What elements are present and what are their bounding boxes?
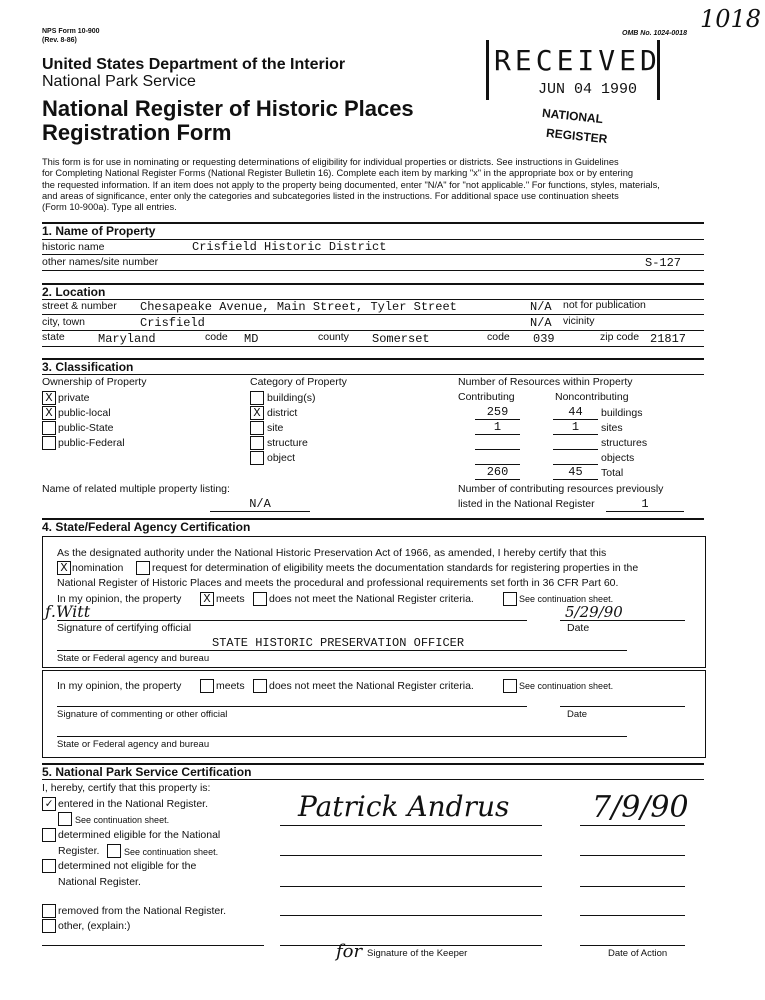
street-value: Chesapeake Avenue, Main Street, Tyler Street <box>140 300 457 314</box>
certifying-date: 5/29/90 <box>565 603 623 621</box>
category-checkbox[interactable]: X <box>250 406 264 420</box>
category-label: structure <box>267 437 308 449</box>
date-of-action-label: Date of Action <box>608 948 668 959</box>
ownership-checkbox[interactable] <box>42 436 56 450</box>
handwritten-number: 1018 <box>700 5 762 33</box>
meets-checkbox[interactable]: X <box>200 592 214 606</box>
entered-label: entered in the National Register. <box>58 798 209 810</box>
commenting-date-label: Date <box>567 709 588 720</box>
request-checkbox[interactable] <box>136 561 150 575</box>
category-checkbox[interactable] <box>250 451 264 465</box>
cert-text-2: request for determination of eligibility meets the documentation standards for registering properties in the <box>152 562 639 574</box>
section-5-title: 5. National Park Service Certification <box>42 765 252 779</box>
category-checkbox[interactable] <box>250 391 264 405</box>
noncontributing-count: 1 <box>553 421 598 435</box>
signature-label: Signature of certifying official <box>57 622 192 634</box>
service: National Park Service <box>42 73 196 90</box>
resources-title: Number of Resources within Property <box>458 376 633 388</box>
vicinity-na: N/A <box>530 316 552 330</box>
eligible-label-2: Register. <box>58 845 100 857</box>
contributing-count: 260 <box>475 466 520 480</box>
does-not-meet-checkbox[interactable] <box>253 592 267 606</box>
contributing-count: 259 <box>475 406 520 420</box>
not-eligible-label: determined not eligible for the <box>58 860 197 872</box>
certifying-signature: ƒ.Witt <box>45 602 91 621</box>
entered-continuation-label: See continuation sheet. <box>75 815 170 825</box>
opinion-text: In my opinion, the property <box>57 593 182 605</box>
stamp-received: RECEIVED <box>494 44 661 77</box>
eligible-checkbox[interactable] <box>42 828 56 842</box>
category-label: object <box>267 452 296 464</box>
commenting-signature-label: Signature of commenting or other official <box>57 709 228 720</box>
meets-label: meets <box>216 593 245 605</box>
historic-name-label: historic name <box>42 241 105 253</box>
other-names-label: other names/site number <box>42 256 159 268</box>
other-label: other, (explain:) <box>58 920 131 932</box>
omb-number: OMB No. 1024-0018 <box>622 30 687 37</box>
continuation-checkbox[interactable] <box>503 592 517 606</box>
stamp-date: JUN 04 1990 <box>538 81 638 98</box>
resource-type-label: structures <box>601 437 648 449</box>
stamp-register: REGISTER <box>545 125 608 147</box>
ownership-label: public-State <box>58 422 114 434</box>
continuation2-checkbox[interactable] <box>503 679 517 693</box>
commenting-agency-label: State or Federal agency and bureau <box>57 739 210 750</box>
section-3-title: 3. Classification <box>42 360 134 374</box>
not-eligible-checkbox[interactable] <box>42 859 56 873</box>
date-label: Date <box>567 622 590 634</box>
ownership-label: public-local <box>58 407 111 419</box>
resource-type-label: Total <box>601 467 624 479</box>
other-checkbox[interactable] <box>42 919 56 933</box>
vicinity-label: vicinity <box>563 315 595 327</box>
previously-listed-value: 1 <box>606 497 684 512</box>
form-number: NPS Form 10-900 <box>42 28 100 35</box>
county-label: county <box>318 331 349 343</box>
county-code-value: 039 <box>533 332 555 346</box>
instructions <box>42 157 660 213</box>
eligible-continuation-checkbox[interactable] <box>107 844 121 858</box>
noncontributing-count <box>553 436 598 450</box>
zip-value: 21817 <box>650 332 687 346</box>
does-not-meet2-label: does not meet the National Register criteria. <box>269 680 474 692</box>
county-code-label: code <box>487 331 510 343</box>
historic-name-value: Crisfield Historic District <box>192 240 387 254</box>
site-number-value: S-127 <box>645 256 682 270</box>
meets2-label: meets <box>216 680 245 692</box>
meets2-checkbox[interactable] <box>200 679 214 693</box>
category-label: district <box>267 407 298 419</box>
removed-checkbox[interactable] <box>42 904 56 918</box>
continuation-label: See continuation sheet. <box>519 594 614 604</box>
state-label: state <box>42 331 65 343</box>
ownership-label: private <box>58 392 90 404</box>
nomination-label: nomination <box>72 562 124 574</box>
agency-value: STATE HISTORIC PRESERVATION OFFICER <box>212 636 465 650</box>
continuation2-label: See continuation sheet. <box>519 681 614 691</box>
page-subtitle: Registration Form <box>42 120 232 145</box>
nomination-checkbox[interactable]: X <box>57 561 71 575</box>
category-label: building(s) <box>267 392 316 404</box>
noncontributing-count: 44 <box>553 406 598 420</box>
noncontributing-count: 45 <box>553 466 598 480</box>
ownership-checkbox[interactable]: X <box>42 406 56 420</box>
resource-type-label: sites <box>601 422 623 434</box>
county-value: Somerset <box>372 332 430 346</box>
city-label: city, town <box>42 316 85 328</box>
cert-text-1: As the designated authority under the National Historic Preservation Act of 1966, as amended, I hereby certify that this <box>57 547 607 559</box>
noncontributing-count <box>553 451 598 465</box>
not-for-publication-label: not for publication <box>563 299 646 311</box>
ownership-title: Ownership of Property <box>42 376 147 388</box>
related-listing-value: N/A <box>210 497 310 512</box>
state-value: Maryland <box>98 332 156 346</box>
previously-listed-label-2: listed in the National Register <box>458 498 595 510</box>
removed-label: removed from the National Register. <box>58 905 227 917</box>
instructions-line: (Form 10-900a). Type all entries. <box>42 202 177 213</box>
contributing-count <box>475 436 520 450</box>
resource-type-label: buildings <box>601 407 643 419</box>
cert-text-3: National Register of Historic Places and meets the procedural and professional requirements set forth in 36 CFR Part 60. <box>57 577 619 589</box>
previously-listed-label: Number of contributing resources previously <box>458 483 664 495</box>
city-value: Crisfield <box>140 316 205 330</box>
keeper-signature: Patrick Andrus <box>298 790 510 823</box>
instructions-line: the requested information. If an item does not apply to the property being documented, enter "N/A" for "not applicable." For functions, styles, materials, <box>42 179 660 190</box>
zip-label: zip code <box>600 331 640 343</box>
form-revision: (Rev. 8-86) <box>42 37 77 44</box>
category-checkbox[interactable] <box>250 421 264 435</box>
instructions-line: and areas of significance, enter only the categories and subcategories listed in the instructions. For additional space use continuation sheets <box>42 190 619 201</box>
does-not-meet2-checkbox[interactable] <box>253 679 267 693</box>
related-listing-label: Name of related multiple property listing: <box>42 483 230 495</box>
entered-continuation-checkbox[interactable] <box>58 812 72 826</box>
resource-type-label: objects <box>601 452 635 464</box>
page-title: National Register of Historic Places <box>42 96 414 121</box>
category-label: site <box>267 422 284 434</box>
opinion2-text: In my opinion, the property <box>57 680 182 692</box>
category-checkbox[interactable] <box>250 436 264 450</box>
instructions-line: for Completing National Register Forms (National Register Bulletin 16). Complete each item by marking "x" in the appropriate box or by entering <box>42 168 634 179</box>
ownership-checkbox[interactable] <box>42 421 56 435</box>
not-eligible-label-2: National Register. <box>58 876 141 888</box>
street-label: street & number <box>42 300 117 312</box>
for-annotation: for <box>336 941 363 962</box>
contributing-header: Contributing <box>458 391 515 403</box>
instructions-line: This form is for use in nominating or requesting determinations of eligibility for individual properties or districts. See instructions in Guidelines <box>42 157 619 167</box>
state-code-label: code <box>205 331 228 343</box>
section-4-title: 4. State/Federal Agency Certification <box>42 520 251 534</box>
state-code-value: MD <box>244 332 259 346</box>
noncontributing-header: Noncontributing <box>555 391 629 403</box>
date-of-action-value: 7/9/90 <box>592 790 689 825</box>
category-title: Category of Property <box>250 376 347 388</box>
eligible-label: determined eligible for the National <box>58 829 221 841</box>
section-2-title: 2. Location <box>42 285 106 299</box>
stamp-national: NATIONAL <box>541 105 604 127</box>
contributing-count <box>475 451 520 465</box>
entered-checkbox[interactable]: ✓ <box>42 797 56 811</box>
nps-cert-intro: I, hereby, certify that this property is: <box>42 782 211 794</box>
street-na: N/A <box>530 300 552 314</box>
ownership-checkbox[interactable]: X <box>42 391 56 405</box>
agency-label: State or Federal agency and bureau <box>57 653 210 664</box>
eligible-continuation-label: See continuation sheet. <box>124 847 219 857</box>
does-not-meet-label: does not meet the National Register criteria. <box>269 593 474 605</box>
department: United States Department of the Interior <box>42 56 346 73</box>
ownership-label: public-Federal <box>58 437 125 449</box>
section-1-title: 1. Name of Property <box>42 224 156 238</box>
contributing-count: 1 <box>475 421 520 435</box>
keeper-label: Signature of the Keeper <box>367 948 468 959</box>
